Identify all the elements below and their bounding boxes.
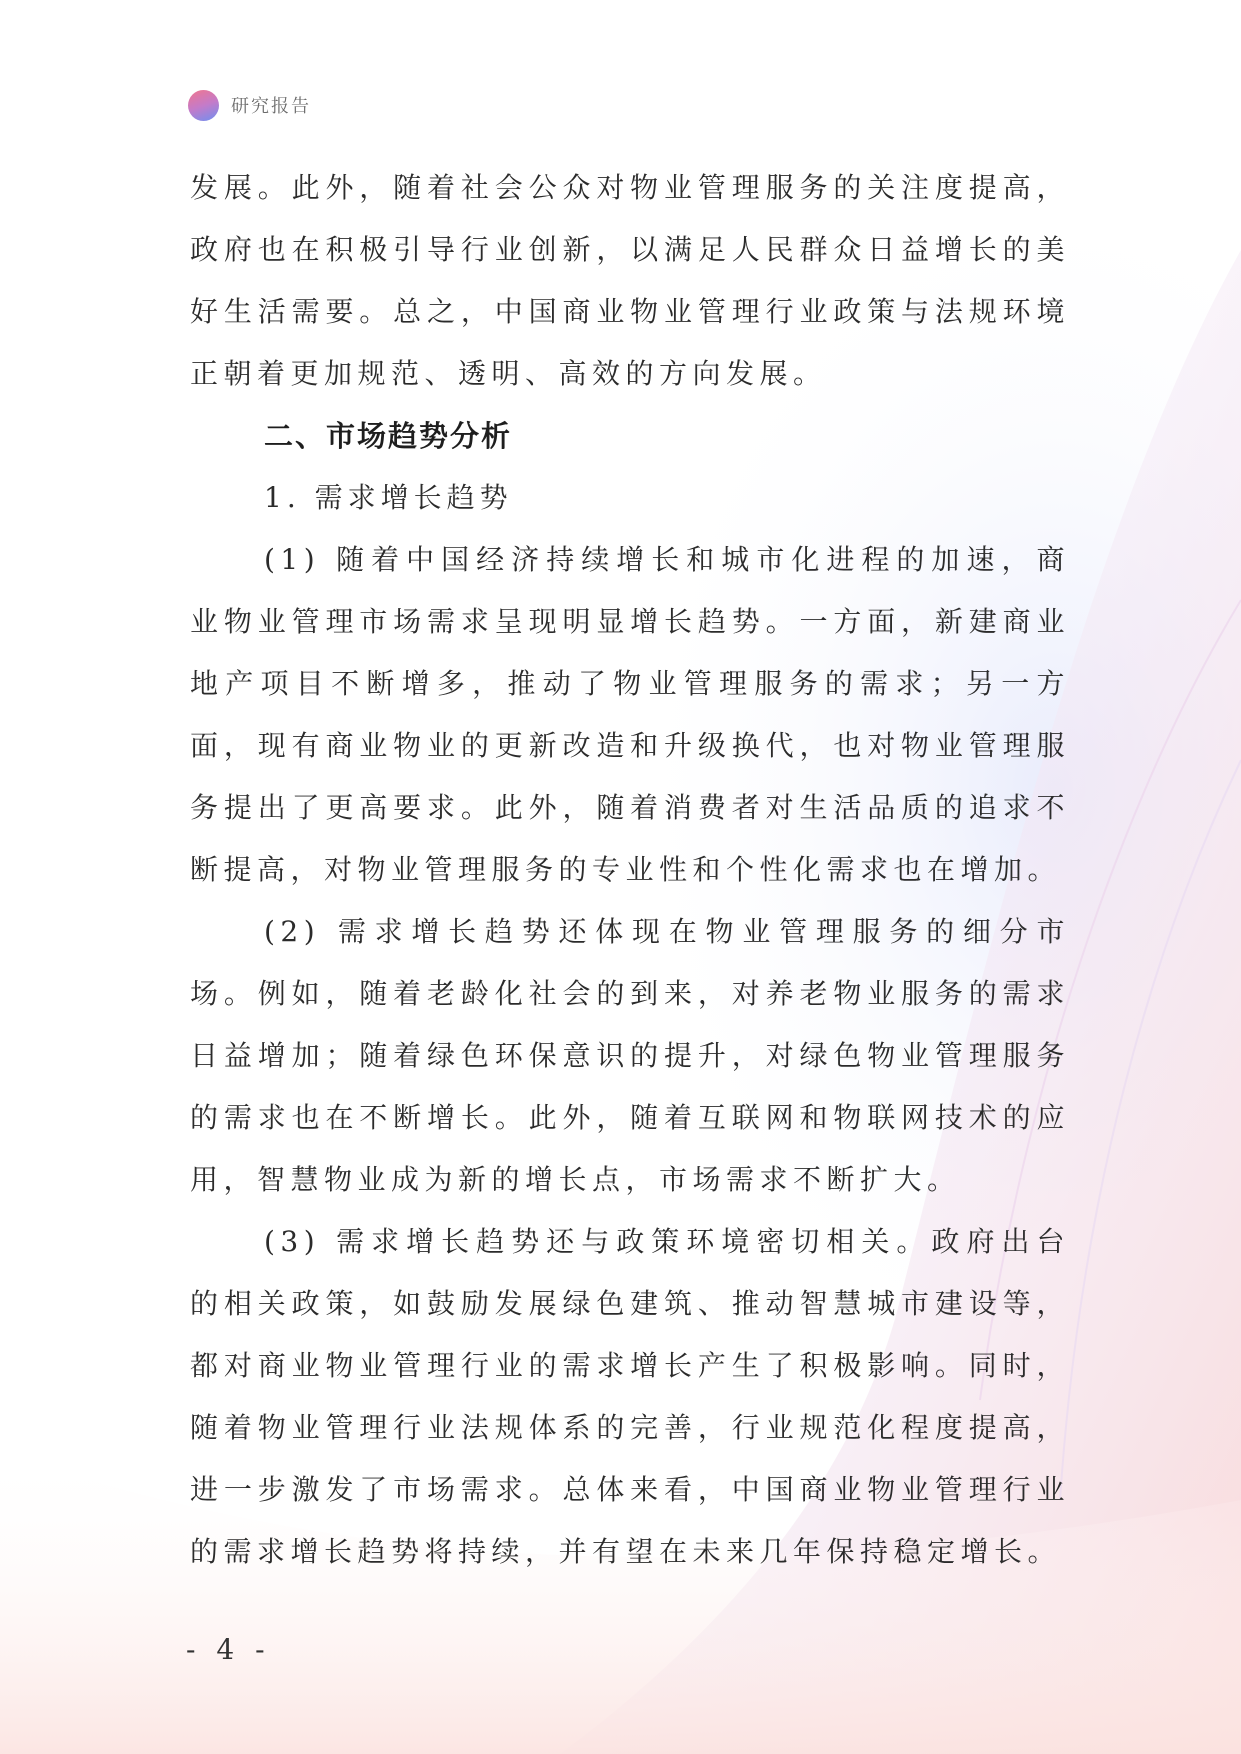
paragraph-1: (1) 随着中国经济持续增长和城市化进程的加速，商业物业管理市场需求呈现明显增长趋势。一方面，新建商业地产项目不断增多，推动了物业管理服务的需求；另一方面，现有商业物业的更新改造和升级换代，也对物业管理服务提出了更高要求。此外，随着消费者对生活品质的追求不断提高，对物业管理服务的专业性和个性化需求也在增加。 <box>190 543 1070 886</box>
paragraph-3: (3) 需求增长趋势还与政策环境密切相关。政府出台的相关政策，如鼓励发展绿色建筑、推动智慧城市建设等，都对商业物业管理行业的需求增长产生了积极影响。同时，随着物业管理行业法规体系的完善，行业规范化程度提高，进一步激发了市场需求。总体来看，中国商业物业管理行业的需求增长趋势将持续，并有望在未来几年保持稳定增长。 <box>190 1225 1070 1568</box>
paragraph-2: (2) 需求增长趋势还体现在物业管理服务的细分市场。例如，随着老龄化社会的到来，对养老物业服务的需求日益增加；随着绿色环保意识的提升，对绿色物业管理服务的需求也在不断增长。此外，随着互联网和物联网技术的应用，智慧物业成为新的增长点，市场需求不断扩大。 <box>190 915 1070 1196</box>
section-heading: 二、市场趋势分析 <box>264 419 513 453</box>
page-header <box>188 89 311 121</box>
header-title: 研究报告 <box>231 96 311 117</box>
subsection-heading: 1. 需求增长趋势 <box>264 481 513 514</box>
paragraph-continued: 发展。此外，随着社会公众对物业管理服务的关注度提高，政府也在积极引导行业创新，以满足人民群众日益增长的美好生活需要。总之，中国商业物业管理行业政策与法规环境正朝着更加规范、透明、高效的方向发展。 <box>190 171 1070 390</box>
page-number: - 4 - <box>186 1633 271 1666</box>
document-body <box>190 157 1070 1583</box>
report-logo-icon <box>188 90 219 121</box>
